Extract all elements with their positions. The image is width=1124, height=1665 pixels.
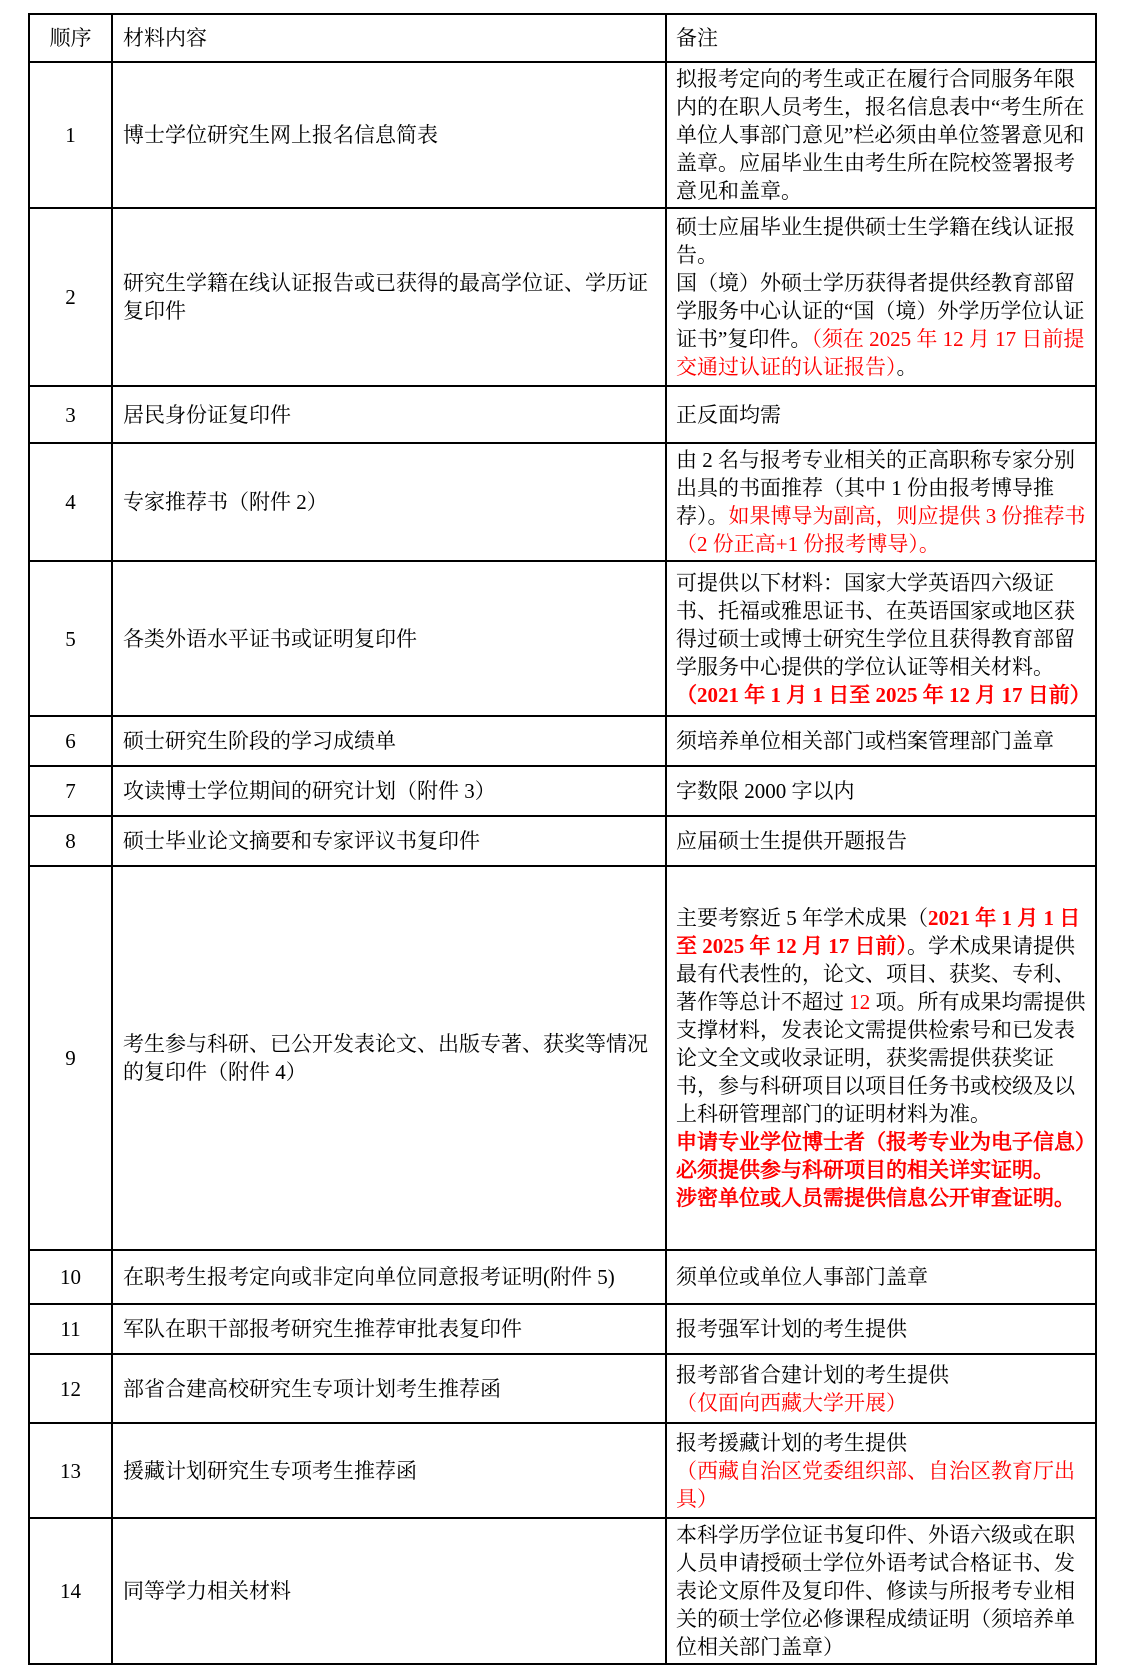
text-segment: 研究生学籍在线认证报告或已获得的最高学位证、学历证复印件 xyxy=(123,271,648,323)
text-segment: 须单位或单位人事部门盖章 xyxy=(676,1265,928,1289)
order-cell: 12 xyxy=(29,1354,112,1423)
remark-paragraph xyxy=(676,1429,1086,1457)
content-cell xyxy=(112,386,666,443)
table-row xyxy=(29,816,1096,866)
content-cell xyxy=(112,561,666,716)
header-remark: 备注 xyxy=(666,14,1096,62)
table-row xyxy=(29,716,1096,766)
table-header xyxy=(29,14,1096,62)
remark-paragraph xyxy=(676,569,1091,709)
content-cell xyxy=(112,866,666,1250)
table-row xyxy=(29,766,1096,816)
highlighted-text-segment: 2021 年 1 月 1 日至 2025 年 12 月 17 日前） xyxy=(676,906,1081,958)
content-cell xyxy=(112,716,666,766)
text-segment: 国（境）外硕士学历获得者提供经教育部留学服务中心认证的“国（境）外学历学位认证证书”复印件。 xyxy=(676,271,1085,351)
content-cell xyxy=(112,766,666,816)
remark-cell xyxy=(666,866,1096,1250)
table-row xyxy=(29,1518,1096,1664)
highlighted-text-segment: （2021 年 1 月 1 日至 2025 年 12 月 17 日前） xyxy=(676,682,1091,707)
text-segment: 居民身份证复印件 xyxy=(123,402,291,427)
table-row xyxy=(29,561,1096,716)
remark-cell xyxy=(666,208,1096,386)
text-segment: 项。所有成果均需提供支撑材料，发表论文需提供检索号和已发表论文全文或收录证明，获奖需提供获奖证书，参与科研项目以项目任务书或校级及以上科研管理部门的证明材料为准。 xyxy=(676,990,1086,1126)
order-cell: 9 xyxy=(29,866,112,1250)
table-row xyxy=(29,1354,1096,1423)
header-order: 顺序 xyxy=(29,14,112,62)
order-cell: 4 xyxy=(29,443,112,561)
remark-paragraph xyxy=(676,446,1086,558)
text-segment: 硕士研究生阶段的学习成绩单 xyxy=(123,729,396,753)
remark-paragraph xyxy=(676,1128,1086,1184)
text-segment: 字数限 2000 字以内 xyxy=(676,779,855,803)
remark-paragraph xyxy=(676,1184,1086,1212)
content-cell xyxy=(112,208,666,386)
order-cell: 13 xyxy=(29,1423,112,1518)
table-row xyxy=(29,1423,1096,1518)
text-segment: 本科学历学位证书复印件、外语六级或在职人员申请授硕士学位外语考试合格证书、发表论文原件及复印件、修读与所报考专业相关的硕士学位必修课程成绩证明（须培养单位相关部门盖章） xyxy=(676,1523,1075,1659)
remark-cell xyxy=(666,1423,1096,1518)
text-segment: 援藏计划研究生专项考生推荐函 xyxy=(123,1458,417,1483)
order-cell: 14 xyxy=(29,1518,112,1664)
remark-paragraph xyxy=(676,1389,1086,1417)
remark-paragraph xyxy=(676,1315,1086,1343)
text-segment: 。学术成果请提供最有代表性的，论文、项目、获奖、专利、著作等总计不超过 xyxy=(676,934,1075,1014)
text-segment: 应届硕士生提供开题报告 xyxy=(676,829,907,853)
text-segment: 。 xyxy=(896,355,918,379)
remark-paragraph xyxy=(676,1457,1086,1513)
remark-paragraph xyxy=(676,727,1086,755)
remark-paragraph xyxy=(676,1361,1086,1389)
table-row xyxy=(29,1304,1096,1354)
content-cell xyxy=(112,1250,666,1304)
table-row xyxy=(29,386,1096,443)
remark-paragraph xyxy=(676,777,1086,805)
content-cell xyxy=(112,1423,666,1518)
table-row xyxy=(29,866,1096,1250)
order-cell: 7 xyxy=(29,766,112,816)
table-row xyxy=(29,443,1096,561)
highlighted-text-segment: （西藏自治区党委组织部、自治区教育厅出具） xyxy=(676,1458,1075,1511)
order-cell: 8 xyxy=(29,816,112,866)
order-cell: 2 xyxy=(29,208,112,386)
text-segment: 报考部省合建计划的考生提供 xyxy=(676,1362,949,1387)
text-segment: 报考强军计划的考生提供 xyxy=(676,1317,907,1341)
text-segment: 攻读博士学位期间的研究计划（附件 3） xyxy=(123,779,496,803)
text-segment: 博士学位研究生网上报名信息简表 xyxy=(123,123,438,147)
remark-paragraph xyxy=(676,65,1086,205)
order-cell: 10 xyxy=(29,1250,112,1304)
text-segment: 专家推荐书（附件 2） xyxy=(123,490,328,514)
content-cell xyxy=(112,1304,666,1354)
remark-cell xyxy=(666,443,1096,561)
text-segment: 同等学力相关材料 xyxy=(123,1579,291,1603)
table-row xyxy=(29,1250,1096,1304)
materials-table xyxy=(28,13,1097,1665)
content-cell xyxy=(112,816,666,866)
materials-table-body xyxy=(29,62,1096,1664)
remark-cell xyxy=(666,1354,1096,1423)
highlighted-text-segment: （须在 2025 年 12 月 17 日前提交通过认证的认证报告） xyxy=(676,327,1085,379)
table-row xyxy=(29,62,1096,208)
remark-paragraph xyxy=(676,401,1086,429)
remark-cell xyxy=(666,766,1096,816)
remark-cell xyxy=(666,1518,1096,1664)
text-segment: 主要考察近 5 年学术成果（ xyxy=(676,906,928,930)
remark-paragraph xyxy=(676,904,1086,1128)
text-segment: 硕士应届毕业生提供硕士生学籍在线认证报告。 xyxy=(676,215,1075,267)
remark-paragraph xyxy=(676,827,1086,855)
remark-cell xyxy=(666,62,1096,208)
remark-cell xyxy=(666,1250,1096,1304)
text-segment: 由 2 名与报考专业相关的正高职称专家分别出具的书面推荐（其中 1 份由报考博导推荐）。 xyxy=(676,448,1075,528)
remark-cell xyxy=(666,816,1096,866)
highlighted-text-segment: 如果博导为副高，则应提供 3 份推荐书（2 份正高+1 份报考博导）。 xyxy=(676,504,1086,556)
highlighted-text-segment: （仅面向西藏大学开展） xyxy=(676,1390,907,1415)
text-segment: 须培养单位相关部门或档案管理部门盖章 xyxy=(676,729,1054,753)
highlighted-text-segment: 涉密单位或人员需提供信息公开审查证明。 xyxy=(676,1186,1075,1210)
text-segment: 报考援藏计划的考生提供 xyxy=(676,1430,907,1455)
text-segment: 正反面均需 xyxy=(676,402,781,427)
text-segment: 可提供以下材料：国家大学英语四六级证书、托福或雅思证书、在英语国家或地区获得过硕士或博士研究生学位且获得教育部留学服务中心提供的学位认证等相关材料。 xyxy=(676,570,1075,679)
text-segment: 军队在职干部报考研究生推荐审批表复印件 xyxy=(123,1317,522,1341)
order-cell: 3 xyxy=(29,386,112,443)
remark-paragraph xyxy=(676,1521,1086,1661)
remark-paragraph xyxy=(676,213,1086,269)
text-segment: 硕士毕业论文摘要和专家评议书复印件 xyxy=(123,829,480,853)
content-cell xyxy=(112,443,666,561)
header-content: 材料内容 xyxy=(112,14,666,62)
remark-paragraph xyxy=(676,1263,1086,1291)
order-cell: 1 xyxy=(29,62,112,208)
highlighted-text-segment: 申请专业学位博士者（报考专业为电子信息）必须提供参与科研项目的相关详实证明。 xyxy=(676,1130,1086,1182)
order-cell: 6 xyxy=(29,716,112,766)
order-cell: 5 xyxy=(29,561,112,716)
table-row xyxy=(29,208,1096,386)
order-cell: 11 xyxy=(29,1304,112,1354)
text-segment: 各类外语水平证书或证明复印件 xyxy=(123,626,417,651)
text-segment: 在职考生报考定向或非定向单位同意报考证明(附件 5) xyxy=(123,1265,615,1289)
content-cell xyxy=(112,1354,666,1423)
header-row xyxy=(29,14,1096,62)
text-segment: 拟报考定向的考生或正在履行合同服务年限内的在职人员考生，报名信息表中“考生所在单位人事部门意见”栏必须由单位签署意见和盖章。应届毕业生由考生所在院校签署报考意见和盖章。 xyxy=(676,67,1085,203)
remark-cell xyxy=(666,386,1096,443)
remark-cell xyxy=(666,716,1096,766)
content-cell xyxy=(112,1518,666,1664)
remark-cell xyxy=(666,1304,1096,1354)
highlighted-text-segment: 12 xyxy=(849,990,871,1014)
remark-paragraph xyxy=(676,269,1086,381)
text-segment: 考生参与科研、已公开发表论文、出版专著、获奖等情况的复印件（附件 4） xyxy=(123,1032,648,1084)
remark-cell xyxy=(666,561,1096,716)
content-cell xyxy=(112,62,666,208)
text-segment: 部省合建高校研究生专项计划考生推荐函 xyxy=(123,1376,501,1401)
